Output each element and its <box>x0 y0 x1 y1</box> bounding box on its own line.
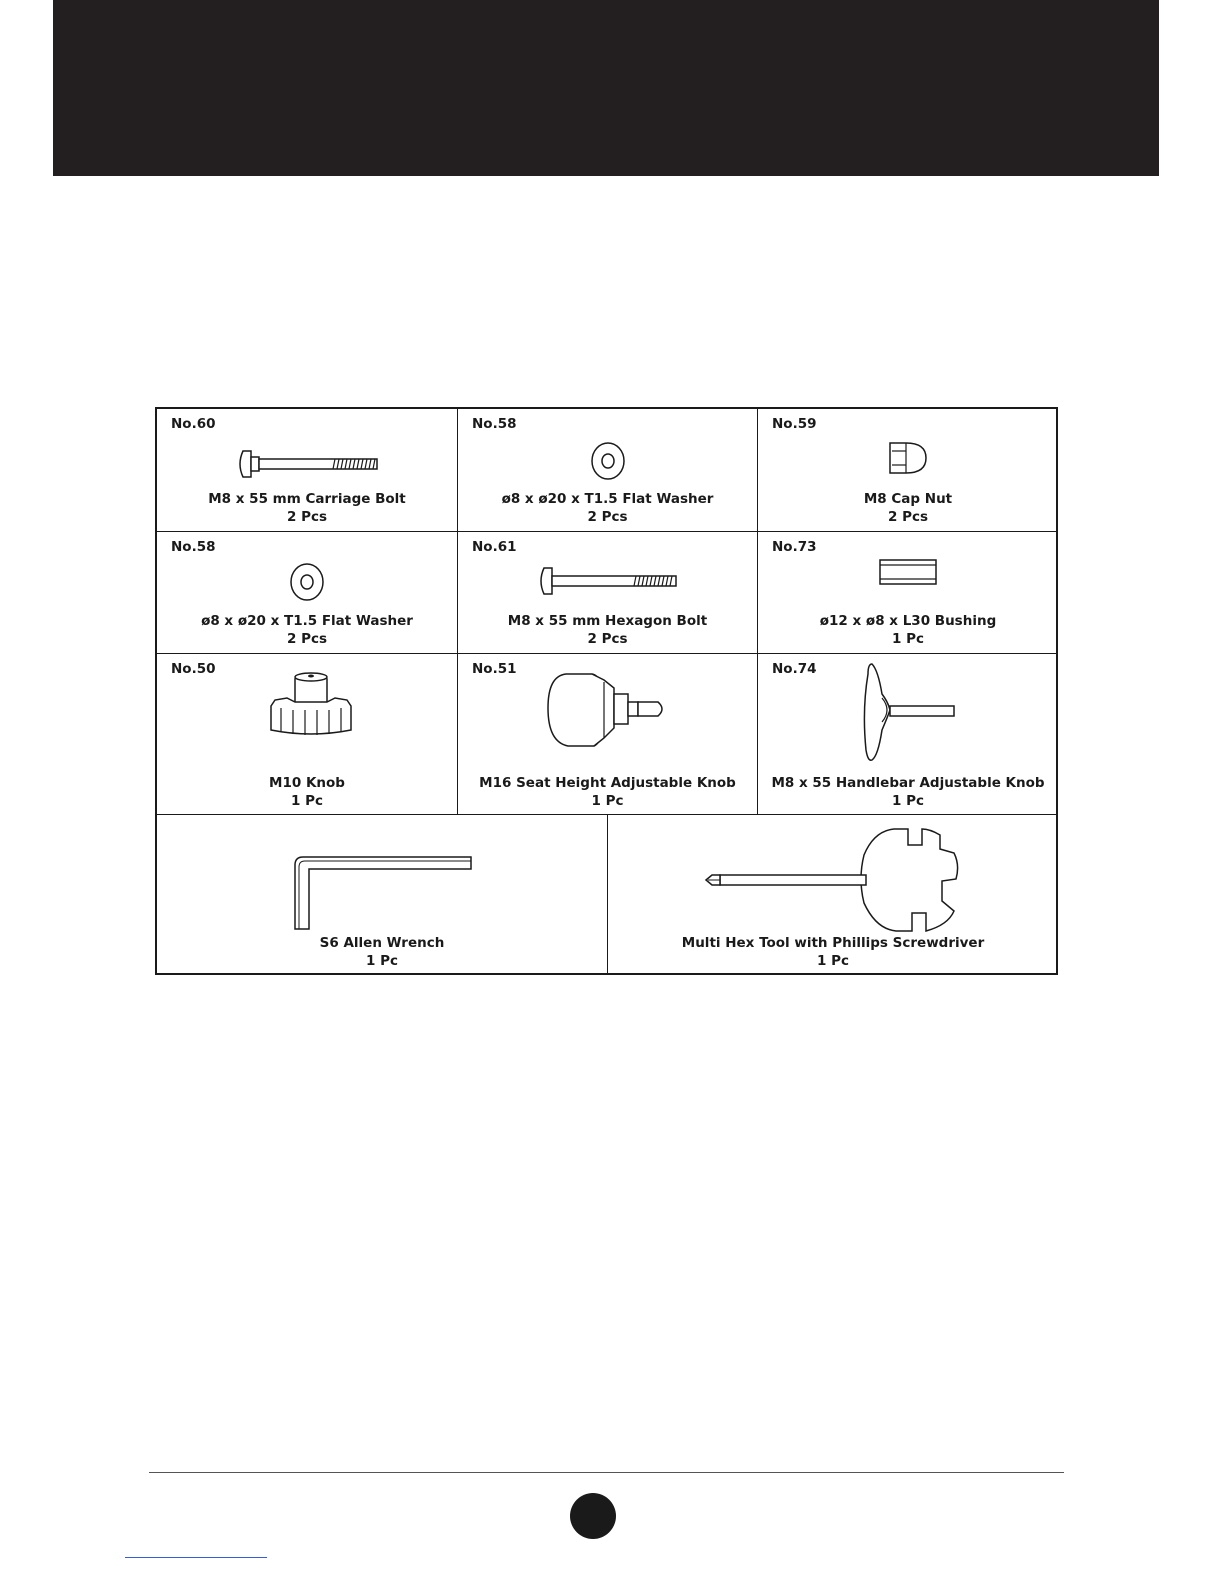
part-number: No.58 <box>472 416 517 432</box>
tool-cell-multi-hex <box>608 815 1058 975</box>
part-name: M10 Knob <box>269 775 345 791</box>
part-number: No.74 <box>772 661 817 677</box>
part-name: M16 Seat Height Adjustable Knob <box>479 775 736 791</box>
part-number: No.58 <box>171 539 216 555</box>
knob-icon <box>265 672 357 740</box>
cap-nut-icon <box>886 439 930 477</box>
part-name: ø8 x ø20 x T1.5 Flat Washer <box>501 491 714 507</box>
part-cell-50 <box>157 654 458 815</box>
seat-height-knob-icon <box>546 668 672 750</box>
part-quantity: 1 Pc <box>291 793 323 809</box>
flat-washer-icon <box>590 441 626 481</box>
part-cell-58 <box>458 409 758 532</box>
hexagon-bolt-icon <box>538 564 678 598</box>
part-quantity: 2 Pcs <box>887 509 929 525</box>
page-number-badge <box>570 1493 616 1539</box>
part-quantity: 1 Pc <box>892 631 924 647</box>
flat-washer-icon <box>289 562 325 602</box>
part-quantity: 1 Pc <box>366 953 398 969</box>
multi-hex-tool-icon <box>704 825 968 933</box>
part-cell-74 <box>758 654 1058 815</box>
part-quantity: 2 Pcs <box>286 631 328 647</box>
part-quantity: 1 Pc <box>591 793 624 809</box>
part-name: M8 x 55 mm Hexagon Bolt <box>507 613 708 629</box>
tool-cell-allen-wrench <box>157 815 608 975</box>
part-number: No.73 <box>772 539 817 555</box>
part-number: No.51 <box>472 661 517 677</box>
part-number: No.60 <box>171 416 216 432</box>
hardware-table <box>155 407 1058 975</box>
handlebar-knob-icon <box>858 660 958 766</box>
footer-divider <box>149 1472 1064 1473</box>
part-number: No.61 <box>472 539 517 555</box>
part-cell-58-b <box>157 532 458 654</box>
part-cell-73 <box>758 532 1058 654</box>
part-cell-51 <box>458 654 758 815</box>
part-name: S6 Allen Wrench <box>319 935 445 951</box>
part-number: No.59 <box>772 416 817 432</box>
part-quantity: 2 Pcs <box>286 509 328 525</box>
part-quantity: 1 Pc <box>817 953 849 969</box>
part-number: No.50 <box>171 661 216 677</box>
part-cell-60 <box>157 409 458 532</box>
header-band <box>53 0 1159 176</box>
part-quantity: 2 Pcs <box>587 509 628 525</box>
part-name: ø12 x ø8 x L30 Bushing <box>819 613 997 629</box>
part-name: M8 x 55 mm Carriage Bolt <box>208 491 406 507</box>
part-quantity: 1 Pc <box>892 793 924 809</box>
link-underline <box>125 1557 267 1558</box>
part-name: ø8 x ø20 x T1.5 Flat Washer <box>201 613 413 629</box>
allen-wrench-icon <box>291 855 473 931</box>
part-name: Multi Hex Tool with Phillips Screwdriver <box>681 935 985 951</box>
part-name: M8 Cap Nut <box>863 491 953 507</box>
part-quantity: 2 Pcs <box>587 631 628 647</box>
part-cell-59 <box>758 409 1058 532</box>
part-name: M8 x 55 Handlebar Adjustable Knob <box>771 775 1045 791</box>
carriage-bolt-icon <box>237 447 379 481</box>
bushing-icon <box>878 558 938 586</box>
part-cell-61 <box>458 532 758 654</box>
